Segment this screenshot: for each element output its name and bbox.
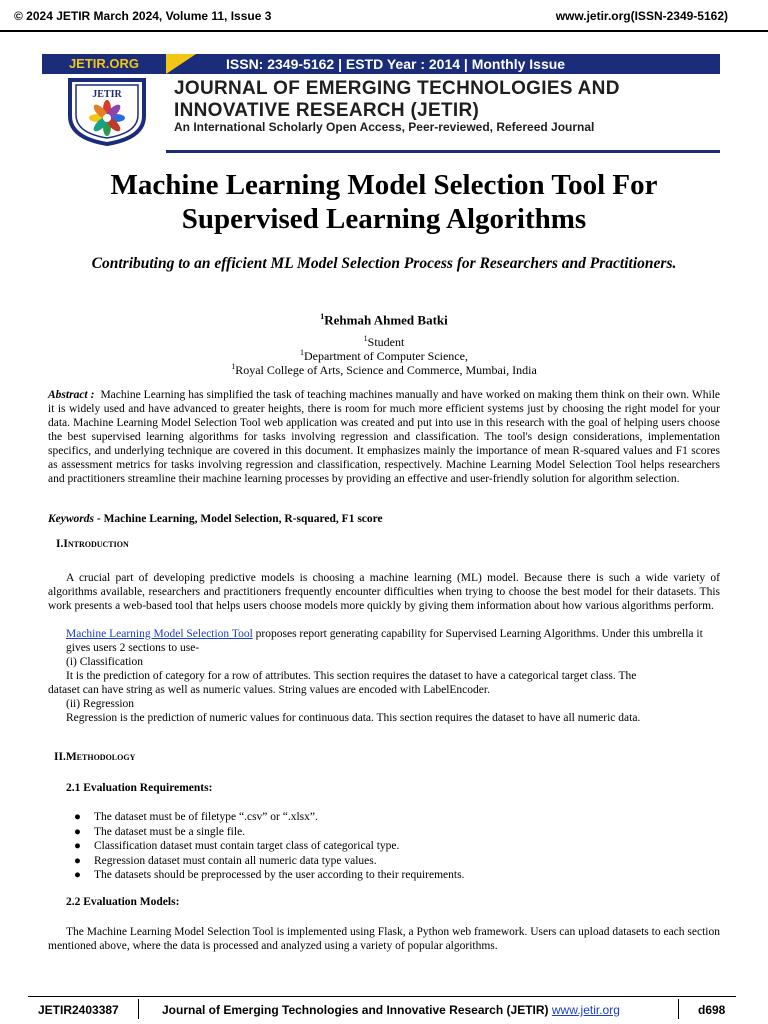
keywords-label: Keywords (48, 513, 94, 525)
header-issue-info: © 2024 JETIR March 2024, Volume 11, Issue 3 (14, 9, 272, 23)
footer-divider (138, 999, 139, 1019)
logo-tag: JETIR.ORG (42, 54, 166, 74)
logo-text: JETIR (92, 89, 122, 100)
bullet-icon: ● (74, 825, 81, 838)
subheading-evaluation-models: 2.2 Evaluation Models: (66, 896, 180, 908)
banner-accent (166, 54, 196, 74)
classification-text: It is the prediction of category for a row of attributes. This section requires the dataset to have a categorical target class. The (66, 670, 637, 682)
tool-description: Machine Learning Model Selection Tool proposes report generating capability for Supervised Learning Algorithms. Under this umbrella it gives users 2 sections to use- (66, 628, 703, 654)
section-heading-methodology: II.Methodology (54, 751, 136, 763)
paper-title: Machine Learning Model Selection Tool For Supervised Learning Algorithms (110, 169, 658, 235)
intro-paragraph: A crucial part of developing predictive models is choosing a machine learning (ML) model. Because there is such a wide variety of algorithms available, researchers and practitioners frequently encounter difficulties when trying to choose the best model for their datasets. This work presents a web-based tool that helps users choose models more quickly by giving them information about how various algorithms perform. (48, 572, 720, 612)
keywords-text: - Machine Learning, Model Selection, R-squared, F1 score (96, 513, 383, 525)
regression-item: (ii) Regression (66, 698, 135, 710)
header-website-issn: www.jetir.org(ISSN-2349-5162) (555, 9, 728, 23)
banner-rule (166, 150, 720, 153)
abstract (48, 388, 720, 486)
list-item: ● Classification dataset must contain target class of categorical type. (74, 840, 400, 853)
page-header (0, 0, 768, 34)
list-item: ● Regression dataset must contain all numeric data type values. (74, 854, 377, 867)
page-number: d698 (698, 1003, 726, 1017)
section-heading-introduction: I.Introduction (56, 538, 129, 550)
footer-divider (678, 999, 679, 1019)
bullet-icon: ● (74, 869, 81, 882)
footer-journal: Journal of Emerging Technologies and Innovative Research (JETIR) www.jetir.org (162, 1003, 620, 1017)
keywords (48, 513, 720, 525)
regression-text: Regression is the prediction of numeric values for continuous data. This section requires the dataset to have all numeric data. (66, 712, 641, 724)
header-rule (0, 30, 768, 32)
list-item: ● The dataset must be a single file. (74, 825, 246, 838)
bullet-icon: ● (74, 854, 81, 867)
affiliation-line: $^1$Student (363, 334, 405, 349)
page-footer (28, 996, 736, 1019)
intro-sections-list (48, 627, 720, 725)
author-name: $^1$Rehmah Ahmed Batki (320, 312, 448, 328)
list-item: ● The datasets should be preprocessed by the user according to their requirements. (74, 869, 465, 882)
affiliation-line: $^1$Royal College of Arts, Science and Commerce, Mumbai, India (231, 362, 537, 377)
article-id: JETIR2403387 (38, 1003, 119, 1017)
abstract-text: Machine Learning has simplified the task of teaching machines manually and have worked on making them think on their own. While it is widely used and have advanced to greater heights, there is room for much more efficient systems just by choosing the right model for your data. Machine Learning Model Selection Tool web application was created and put into use in this research with the goal of helping users choose the best supervised learning algorithms for tasks involving regression and classification. The tool's design considerations, implementation specifics, and underlying technique are covered in this document. It emphasizes mainly the importance of mean R-squared values and F1 scores as assessment metrics for tasks involving regression and classification, respectively. Machine Learning Model Selection Tool helps researchers and practitioners streamline their machine learning processes by providing an effective and user-friendly solution for algorithm selection. (48, 389, 721, 485)
bullet-icon: ● (74, 811, 81, 823)
list-item: ● The dataset must be of filetype “.csv” or “.xlsx”. (74, 811, 318, 823)
paper-subtitle: Contributing to an efficient ML Model Selection Process for Researchers and Practitioners. (91, 255, 677, 272)
classification-text-cont: dataset can have string as well as numeric values. String values are encoded with LabelEncoder. (48, 684, 490, 696)
issn-bar: ISSN: 2349-5162 | ESTD Year : 2014 | Monthly Issue (166, 54, 720, 74)
tool-link[interactable]: Machine Learning Model Selection Tool (66, 628, 253, 640)
bullet-icon: ● (74, 840, 81, 853)
jetir-logo-icon (60, 76, 154, 146)
journal-banner (42, 52, 720, 156)
affiliation-line: $^1$Department of Computer Science, (300, 348, 468, 363)
abstract-label: Abstract : (48, 389, 95, 401)
author-affiliations (0, 332, 768, 377)
classification-item: (i) Classification (66, 656, 143, 668)
journal-subtitle: An International Scholarly Open Access, Peer-reviewed, Refereed Journal (174, 120, 595, 134)
journal-title: JOURNAL OF EMERGING TECHNOLOGIES AND INNOVATIVE RESEARCH (JETIR) (174, 78, 620, 121)
methodology-paragraph: The Machine Learning Model Selection Tool is implemented using Flask, a Python web framework. Users can upload datasets to each section mentioned above, where the data is processed and analyzed using a variety of popular algorithms. (48, 926, 720, 952)
subheading-evaluation-requirements: 2.1 Evaluation Requirements: (66, 782, 213, 794)
requirements-list (74, 810, 720, 883)
footer-website-link[interactable]: www.jetir.org (551, 1003, 620, 1017)
